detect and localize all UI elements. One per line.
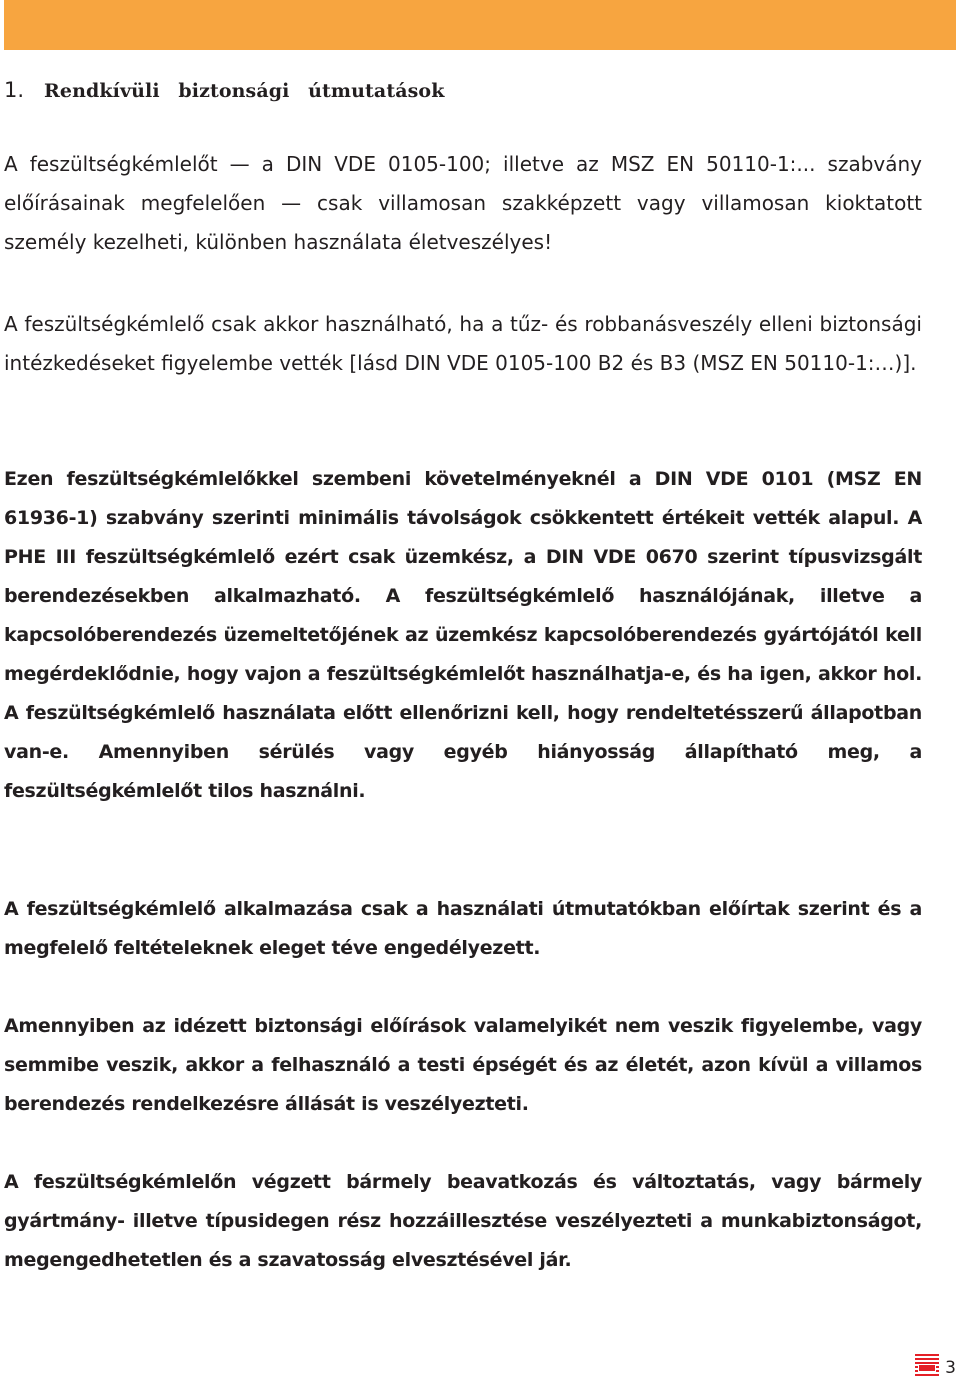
paragraph-usage-permission: A feszültségkémlelő alkalmazása csak a használati útmutatókban előírtak szerint és a megfelelő feltételeknek eleget téve engedélyezett. [4, 898, 922, 959]
dehn-logo-icon [915, 1354, 939, 1378]
paragraph-explosion-safety: A feszültségkémlelő csak akkor használható, ha a tűz- és robbanásveszély elleni biztonsági intézkedéseket figyelembe vették [lásd DIN VDE 0105-100 B2 és B3 (MSZ EN 50110-1:…)]. [4, 312, 922, 375]
paragraph-danger-warning: Amennyiben az idézett biztonsági előírások valamelyikét nem veszik figyelembe, vagy semmibe veszik, akkor a felhasználó a testi épségét és az életét, azon kívül a villamos berendezés rendelkezésre állását is veszélyezteti. [4, 1015, 922, 1115]
section-title: Rendkívüli biztonsági útmutatások [44, 80, 445, 102]
page-footer [915, 1352, 956, 1378]
paragraph-modification-warning: A feszültségkémlelőn végzett bármely beavatkozás és változtatás, vagy bármely gyártmány- illetve típusidegen rész hozzáillesztése veszélyezteti a munkabiztonságot, megengedhetetlen és a szavatosság elvesztésével jár. [4, 1171, 922, 1271]
section-heading [4, 74, 944, 106]
header-accent-bar [4, 0, 956, 50]
paragraph-requirements: Ezen feszültségkémlelőkkel szembeni követelményeknél a DIN VDE 0101 (MSZ EN 61936-1) szabvány szerinti minimális távolságok csökkentett értékeit vették alapul. A PHE III feszültségkémlelő ezért csak üzemkész, a DIN VDE 0670 szerint típusvizsgált berendezésekben alkalmazható. A feszültségkémlelő használójának, illetve a kapcsolóberendezés üzemeltetőjének az üzemkész kapcsolóberendezés gyártójától kell megérdeklődnie, hogy vajon a feszültségkémlelőt használhatja-e, és ha igen, akkor hol. A feszültségkémlelő használata előtt ellenőrizni kell, hogy rendeltetésszerű állapotban van-e. Amennyiben sérülés vagy egyéb hiányosság állapítható meg, a feszültségkémlelőt tilos használni. [4, 468, 922, 802]
section-number: 1. [4, 78, 25, 102]
paragraph-qualified-personnel: A feszültségkémlelőt — a DIN VDE 0105-100; illetve az MSZ EN 50110-1:... szabvány előírásainak megfelelően — csak villamosan szakképzett vagy villamosan kioktatott személy kezelheti, különben használata életveszélyes! [4, 152, 922, 254]
page-number: 3 [945, 1358, 956, 1378]
